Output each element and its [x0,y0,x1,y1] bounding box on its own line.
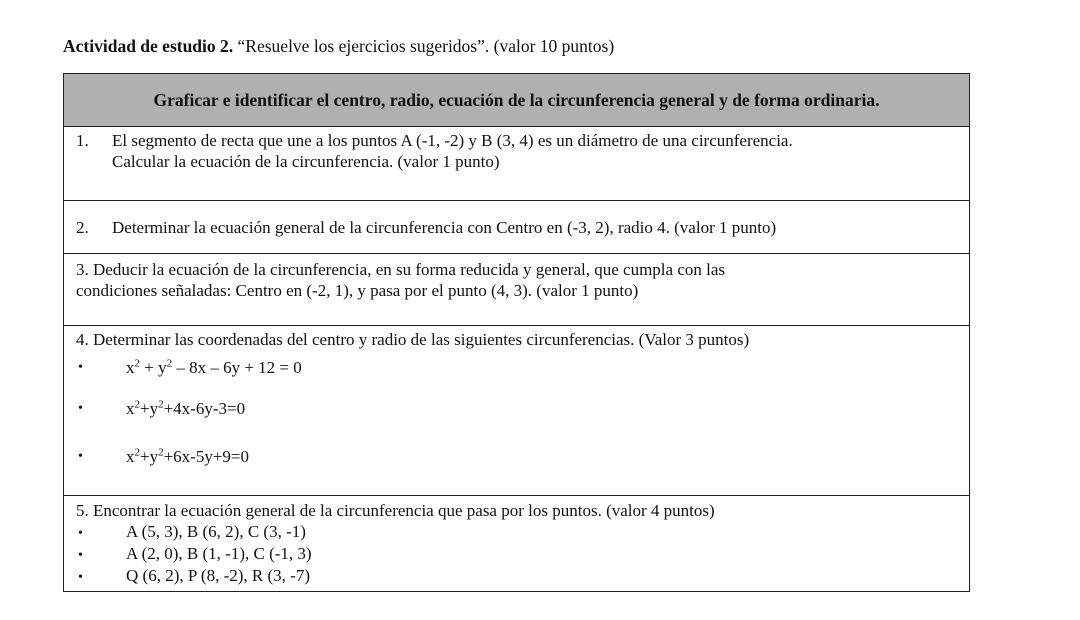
points-set-1: A (5, 3), B (6, 2), C (3, -1) [126,522,306,541]
exercise-1-number: 1. [76,131,89,150]
bullet-icon: • [78,548,83,563]
activity-title-bold: Actividad de estudio 2. [63,36,234,56]
exercise-1 [64,126,969,200]
exercise-2 [64,200,969,253]
exercise-1-line2: Calcular la ecuación de la circunferencia. (valor 1 punto) [112,152,500,171]
list-item [76,565,957,587]
exercise-5 [64,495,969,591]
list-item [76,521,957,543]
list-item [76,384,957,432]
bullet-icon: • [78,448,83,464]
table-header-text: Graficar e identificar el centro, radio, ecuación de la circunferencia general y de forma ordinaria. [153,89,880,110]
equation-2: $x^2+y^2+4x-6y-3=0$ [126,397,246,418]
exercise-2-text: Determinar la ecuación general de la circunferencia con Centro en (-3, 2), radio 4. (valor 1 punto) [112,217,777,237]
bullet-icon: • [78,400,83,416]
bullet-icon: • [78,359,83,375]
activity-title [63,36,614,57]
exercise-4 [64,325,969,495]
exercise-5-text: 5. Encontrar la ecuación general de la circunferencia que pasa por los puntos. (valor 4 puntos) [76,501,715,520]
points-set-2: A (2, 0), B (1, -1), C (-1, 3) [126,544,312,563]
equation-3: $x^2+y^2+6x-5y+9=0$ [126,445,250,466]
list-item [76,350,957,384]
exercise-4-text: 4. Determinar las coordenadas del centro y radio de las siguientes circunferencias. (Valor 3 puntos) [76,330,750,349]
exercise-3-line2: condiciones señaladas: Centro en (-2, 1), y pasa por el punto (4, 3). (valor 1 punto) [76,281,639,300]
exercise-table [63,73,970,592]
points-set-3: Q (6, 2), P (8, -2), R (3, -7) [126,566,310,585]
exercise-3-line1: 3. Deducir la ecuación de la circunferencia, en su forma reducida y general, que cumpla con las [76,260,725,279]
exercise-2-number: 2. [76,217,89,237]
bullet-icon: • [78,570,83,585]
exercise-1-line1: El segmento de recta que une a los puntos A (-1, -2) y B (3, 4) es un diámetro de una circunferencia. [112,131,793,150]
exercise-3 [64,253,969,325]
list-item [76,543,957,565]
bullet-icon: • [78,526,83,541]
activity-title-rest: “Resuelve los ejercicios sugeridos”. (valor 10 puntos) [237,36,615,56]
table-header [64,74,969,126]
equation-1: $x^2 + y^2 - 8x - 6y + 12 = 0$ [126,356,302,377]
list-item [76,432,957,480]
